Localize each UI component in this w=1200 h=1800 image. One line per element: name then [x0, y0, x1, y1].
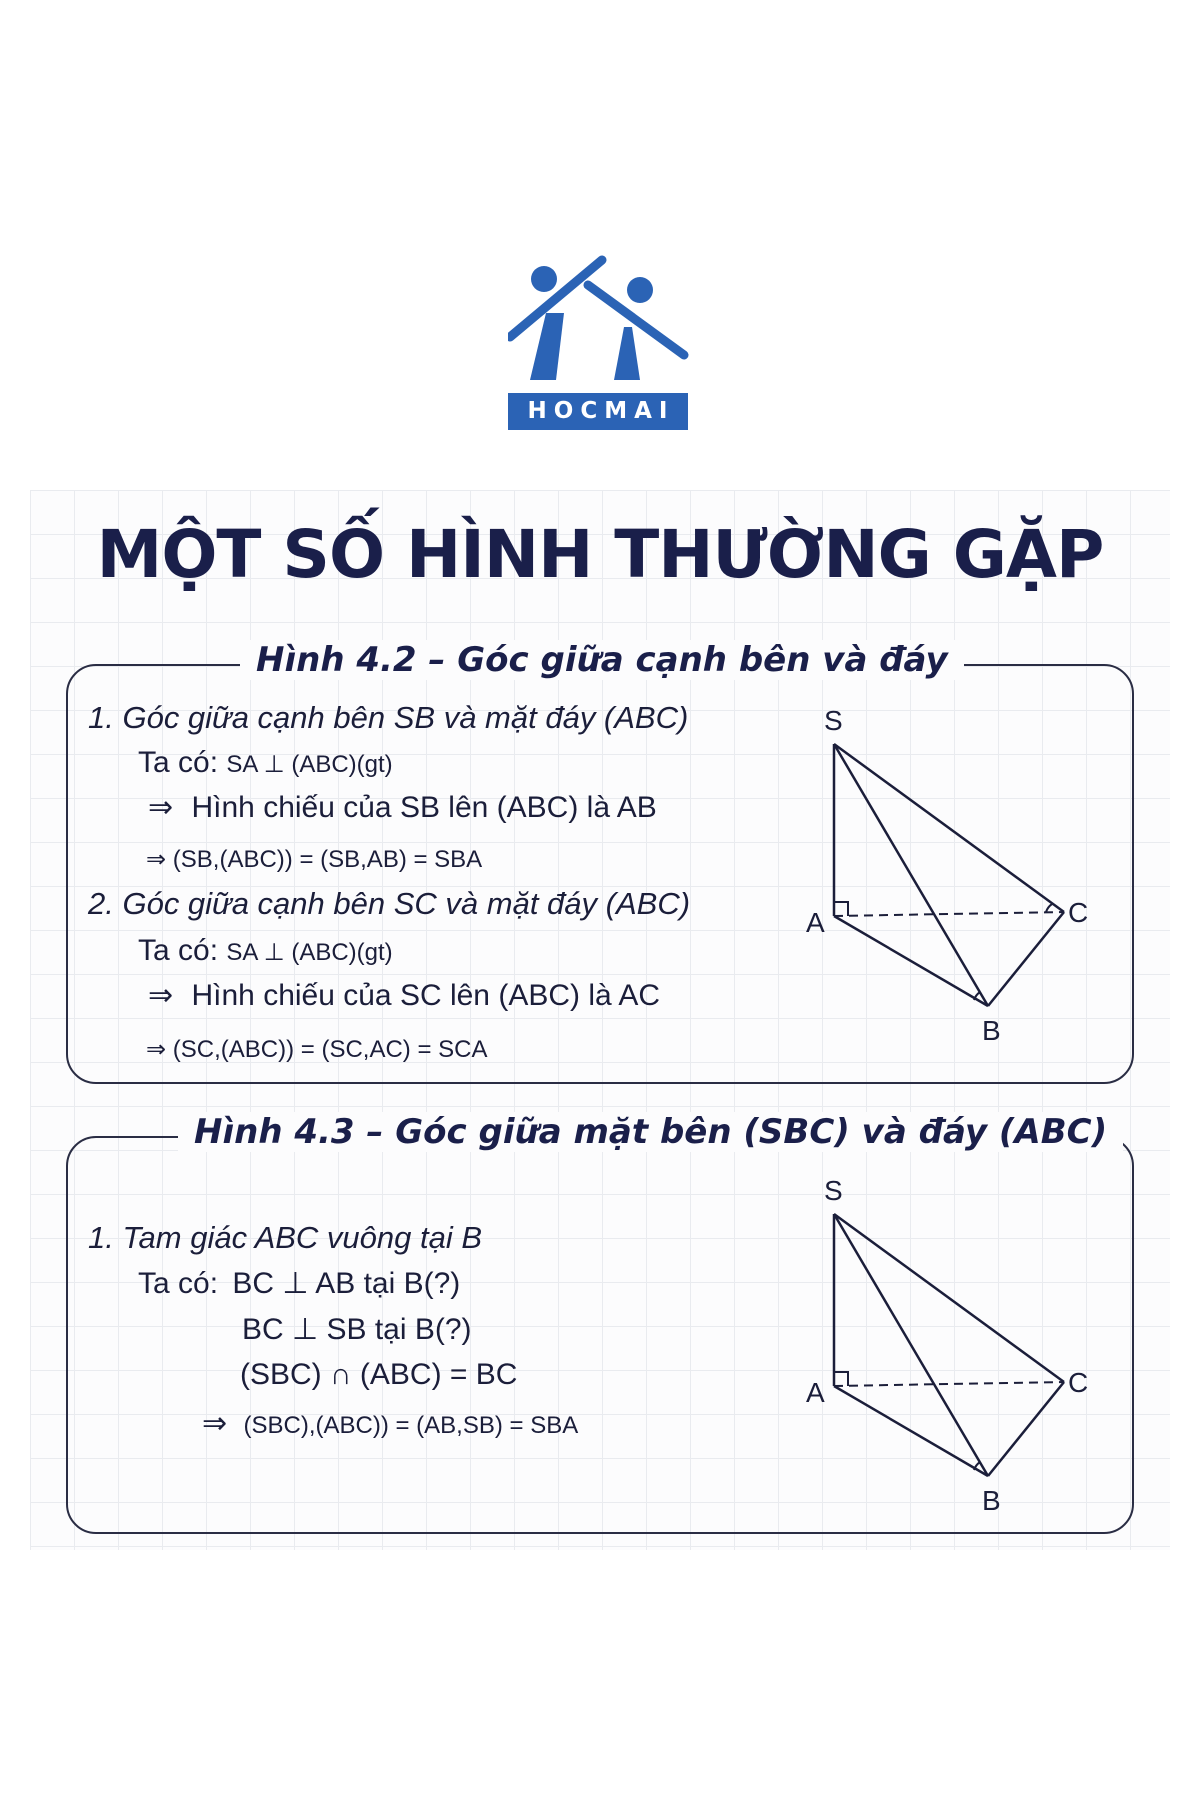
section2-given-line3: (SBC) ∩ (ABC) = BC — [240, 1358, 518, 1391]
result-text: (SBC),(ABC)) = (AB,SB) = SBA — [243, 1412, 579, 1439]
vertex-C: C — [1068, 1367, 1089, 1398]
given-line1: BC ⊥ AB tại B(?) — [232, 1267, 461, 1300]
section1-item2-given — [138, 934, 393, 968]
section1-item2-result: ⇒ (SC,(ABC)) = (SC,AC) = SCA — [146, 1036, 488, 1063]
section-4-2-heading: Hình 4.2 – Góc giữa cạnh bên và đáy — [240, 640, 964, 680]
given-statement: SA ⊥ (ABC)(gt) — [226, 939, 393, 966]
given-statement: SA ⊥ (ABC)(gt) — [226, 751, 393, 778]
given-prefix: Ta có: — [138, 934, 219, 967]
implies-arrow: ⇒ — [202, 1407, 228, 1440]
section1-item1-given — [138, 746, 393, 780]
projection-text: Hình chiếu của SB lên (ABC) là AB — [191, 791, 657, 824]
pyramid-figure-4-2 — [800, 700, 1100, 1050]
vertex-S: S — [824, 705, 843, 736]
page-title: MỘT SỐ HÌNH THƯỜNG GẶP — [96, 516, 1104, 593]
vertex-A: A — [806, 1377, 825, 1408]
hocmai-logo — [508, 255, 692, 435]
section2-given-line2: BC ⊥ SB tại B(?) — [242, 1313, 472, 1346]
section1-item2-projection — [148, 978, 660, 1013]
vertex-A: A — [806, 907, 825, 938]
vertex-S: S — [824, 1175, 843, 1206]
vertex-B: B — [982, 1015, 1001, 1046]
section2-given-line1 — [138, 1266, 460, 1301]
pyramid-figure-4-3 — [800, 1170, 1100, 1520]
given-prefix: Ta có: — [138, 746, 219, 779]
vertex-C: C — [1068, 897, 1089, 928]
logo-text: HOCMAI — [508, 393, 688, 430]
section1-item2-label: 2. Góc giữa cạnh bên SC và mặt đáy (ABC) — [88, 886, 691, 921]
section2-item1-label: 1. Tam giác ABC vuông tại B — [88, 1220, 483, 1255]
projection-text: Hình chiếu của SC lên (ABC) là AC — [191, 979, 661, 1012]
section1-item1-result: ⇒ (SB,(ABC)) = (SB,AB) = SBA — [146, 846, 483, 873]
vertex-B: B — [982, 1485, 1001, 1516]
given-prefix: Ta có: — [138, 1267, 219, 1300]
section2-result-line — [202, 1406, 578, 1441]
implies-arrow: ⇒ — [148, 791, 174, 824]
section1-item1-label: 1. Góc giữa cạnh bên SB và mặt đáy (ABC) — [88, 700, 689, 735]
section-4-3-heading: Hình 4.3 – Góc giữa mặt bên (SBC) và đáy (ABC) — [178, 1112, 1123, 1152]
section1-item1-projection — [148, 790, 657, 825]
implies-arrow: ⇒ — [148, 979, 174, 1012]
hocmai-people-icon — [508, 255, 692, 395]
